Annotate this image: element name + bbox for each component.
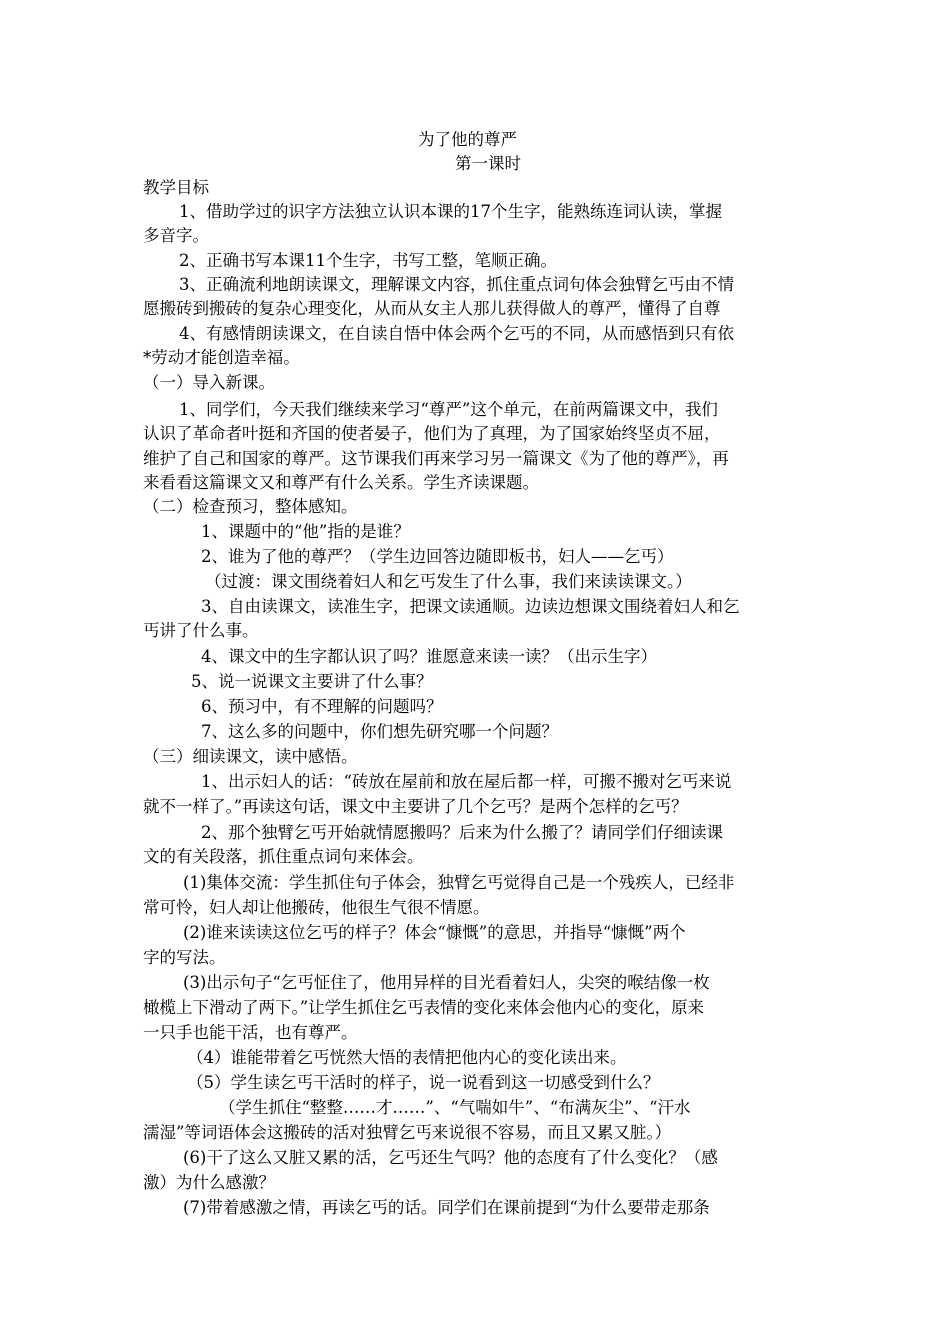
body-line: （5）学生读乞丐干活时的样子，说一说看到这一切感受到什么？	[187, 1073, 660, 1092]
body-line: 1、同学们，今天我们继续来学习“尊严”这个单元，在前两篇课文中，我们	[179, 400, 718, 419]
body-line: 丐讲了什么事。	[143, 621, 259, 640]
body-line: 2、谁为了他的尊严？（学生边回答边随即板书，妇人——乞丐）	[201, 547, 674, 566]
body-line: 3、自由读课文，读准生字，把课文读通顺。边读边想课文围绕着妇人和乞	[201, 597, 740, 616]
body-line: 字的写法。	[143, 948, 226, 967]
body-line: 常可怜，妇人却让他搬砖，他很生气很不情愿。	[143, 898, 490, 917]
lesson-subtitle: 第一课时	[455, 154, 521, 173]
body-line: （4）谁能带着乞丐恍然大悟的表情把他内心的变化读出来。	[187, 1048, 627, 1067]
body-line: (3)出示句子“乞丐怔住了，他用异样的目光看着妇人，尖突的喉结像一枚	[183, 973, 710, 992]
body-line: *劳动才能创造幸福。	[143, 348, 300, 367]
body-line: （过渡：课文围绕着妇人和乞丐发生了什么事，我们来读读课文。）	[205, 572, 692, 591]
body-line: 一只手也能干活，也有尊严。	[143, 1023, 358, 1042]
body-line: 4、有感情朗读课文，在自读自悟中体会两个乞丐的不同，从而感悟到只有依	[179, 324, 734, 343]
body-line: 4、课文中的生字都认识了吗？谁愿意来读一读？（出示生字）	[201, 647, 657, 666]
body-line: 维护了自己和国家的尊严。这节课我们再来学习另一篇课文《为了他的尊严》，再	[143, 449, 729, 468]
body-line: 2、正确书写本课11个生字，书写工整，笔顺正确。	[179, 251, 557, 270]
body-line: 就不一样了。”再读这句话，课文中主要讲了几个乞丐？是两个怎样的乞丐？	[143, 797, 688, 816]
body-line: 6、预习中，有不理解的问题吗？	[201, 697, 443, 716]
body-line: 濡湿”等词语体会这搬砖的活对独臂乞丐来说很不容易，而且又累又脏。）	[143, 1123, 672, 1142]
body-line: 7、这么多的问题中，你们想先研究哪一个问题？	[201, 722, 558, 741]
body-line: (7)带着感激之情，再读乞丐的话。同学们在课前提到“为什么要带走那条	[183, 1198, 710, 1217]
body-line: 1、课题中的“他”指的是谁？	[201, 522, 410, 541]
body-line: 激）为什么感激？	[143, 1173, 275, 1192]
body-line: (1)集体交流：学生抓住句子体会，独臂乞丐觉得自己是一个残疾人，已经非	[183, 873, 735, 892]
body-line: (2)谁来读读这位乞丐的样子？体会“慷慨”的意思，并指导“慷慨”两个	[183, 923, 686, 942]
section-heading: （二）检查预习，整体感知。	[143, 497, 358, 516]
section-heading: （一）导入新课。	[143, 373, 275, 392]
section-heading: 教学目标	[143, 178, 209, 197]
body-line: 文的有关段落，抓住重点词句来体会。	[143, 847, 424, 866]
body-line: （学生抓住“整整……才……”、“气喘如牛”、“布满灰尘”、“汗水	[219, 1098, 691, 1117]
body-line: (6)干了这么又脏又累的活，乞丐还生气吗？他的态度有了什么变化？（感	[183, 1148, 718, 1167]
body-line: 3、正确流利地朗读课文，理解课文内容，抓住重点词句体会独臂乞丐由不情	[179, 275, 734, 294]
body-line: 2、那个独臂乞丐开始就情愿搬吗？后来为什么搬了？请同学们仔细读课	[201, 823, 723, 842]
body-line: 橄榄上下滑动了两下。”让学生抓住乞丐表情的变化来体会他内心的变化，原来	[143, 998, 705, 1017]
body-line: 来看看这篇课文又和尊严有什么关系。学生齐读课题。	[143, 473, 539, 492]
document-title: 为了他的尊严	[418, 130, 517, 149]
body-line: 多音字。	[143, 226, 209, 245]
body-line: 5、说一说课文主要讲了什么事？	[191, 672, 433, 691]
body-line: 1、出示妇人的话：“砖放在屋前和放在屋后都一样，可搬不搬对乞丐来说	[201, 772, 732, 791]
section-heading: （三）细读课文，读中感悟。	[143, 747, 358, 766]
body-line: 认识了革命者叶挺和齐国的使者晏子，他们为了真理，为了国家始终坚贞不屈，	[143, 424, 721, 443]
body-line: 1、借助学过的识字方法独立认识本课的17个生字，能熟练连词认读，掌握	[179, 202, 722, 221]
body-line: 愿搬砖到搬砖的复杂心理变化，从而从女主人那儿获得做人的尊严，懂得了自尊	[143, 299, 721, 318]
